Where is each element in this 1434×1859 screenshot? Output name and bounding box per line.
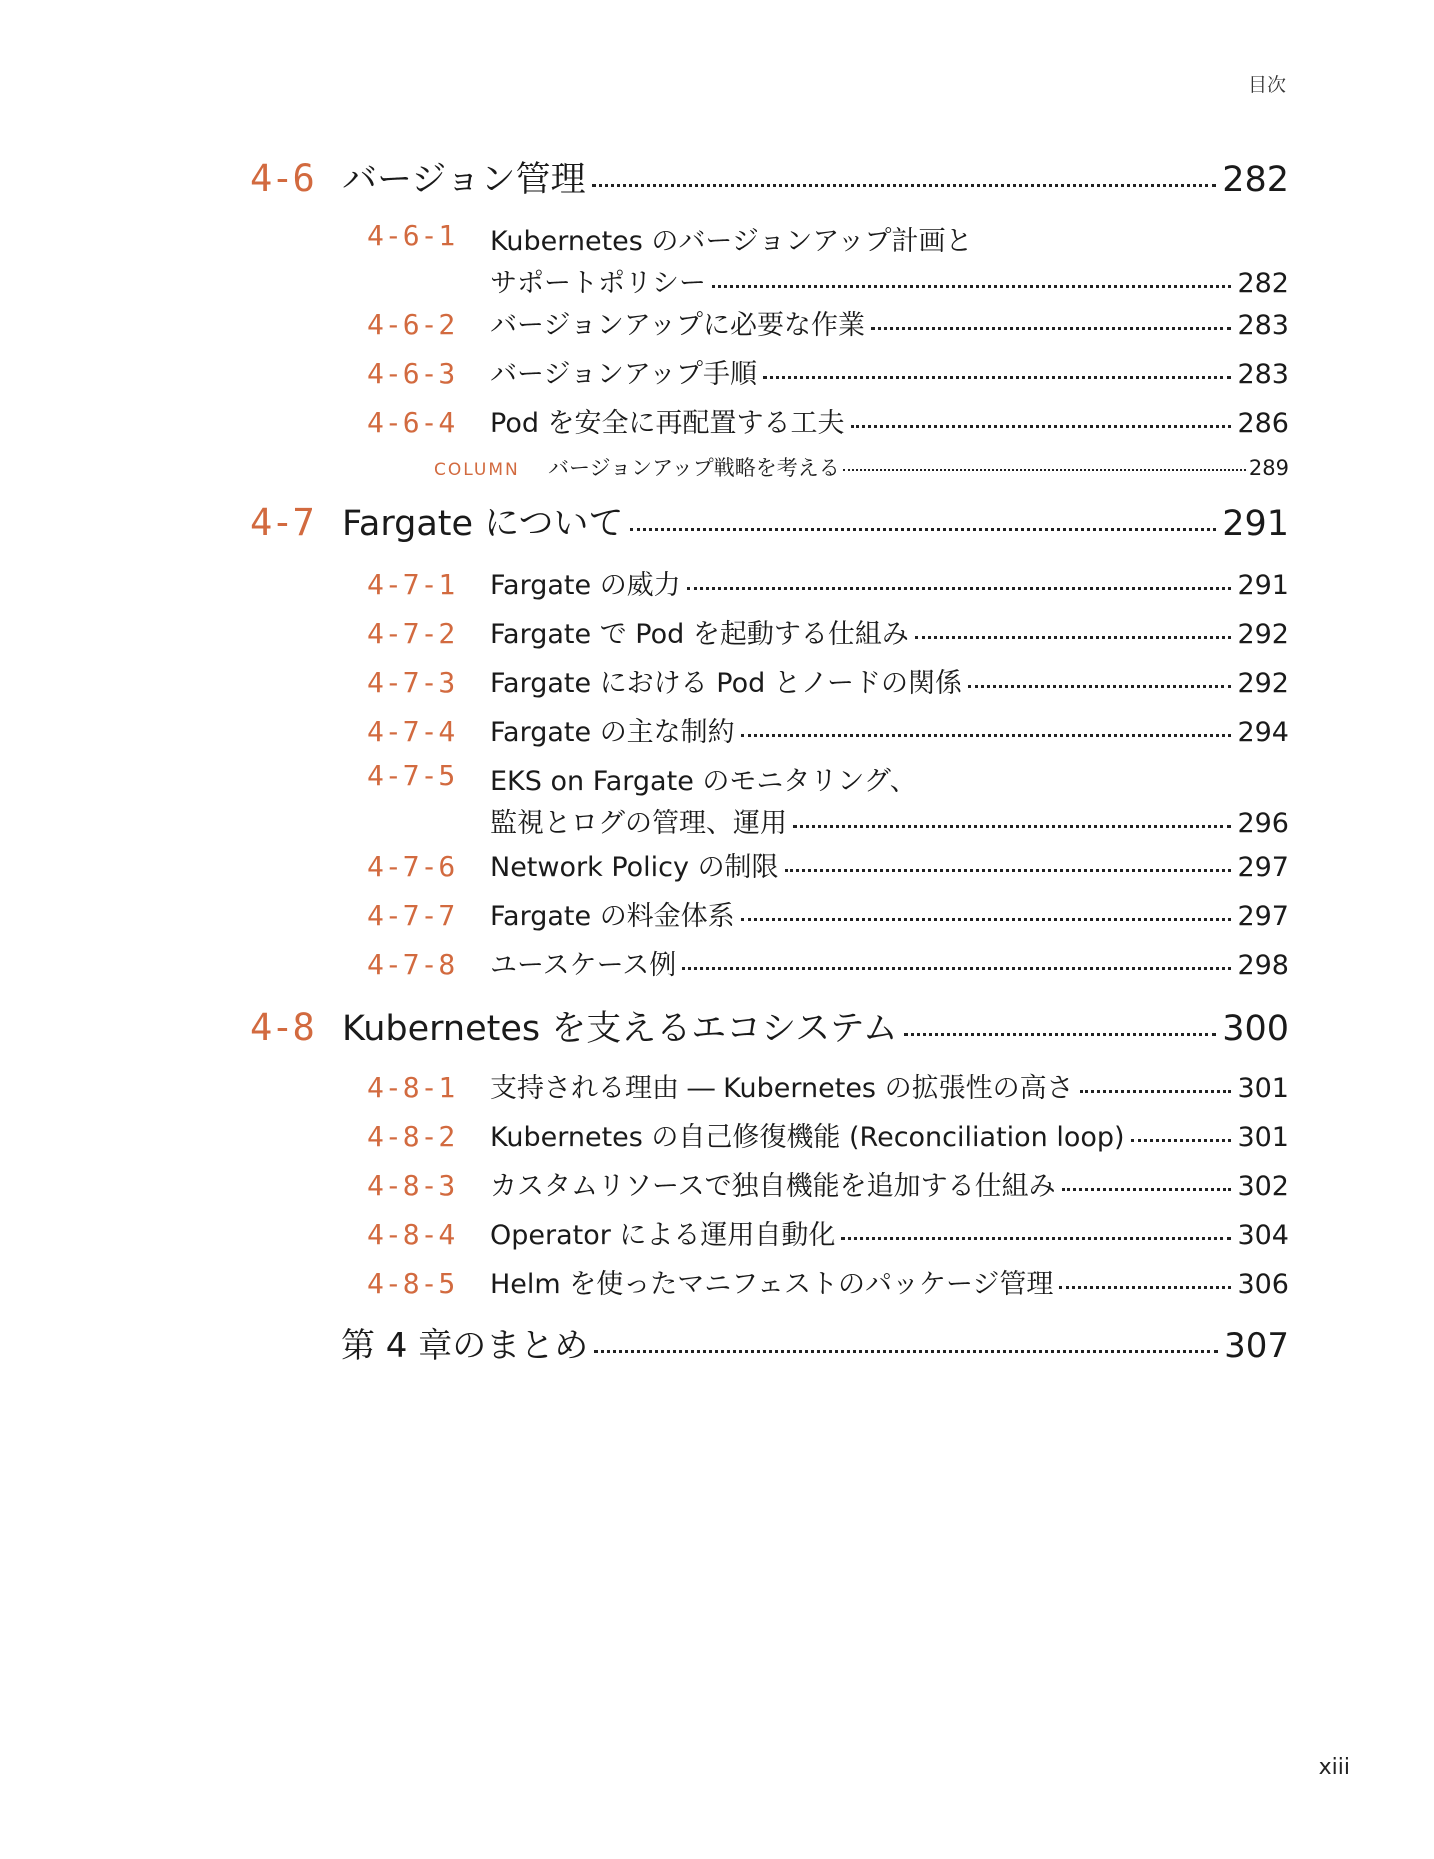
toc-subsection-4-7-1[interactable] <box>367 563 1289 602</box>
subsection-number: 4-7-3 <box>367 666 457 699</box>
section-title: Kubernetes を支えるエコシステム <box>342 1009 898 1049</box>
subsection-title: Helm を使ったマニフェストのパッケージ管理 <box>490 1269 1054 1300</box>
page-number: 291 <box>1237 570 1289 601</box>
page-number: 306 <box>1237 1269 1289 1300</box>
subsection-title: Fargate の料金体系 <box>490 901 735 932</box>
subsection-title: ユースケース例 <box>490 950 677 981</box>
subsection-title-line2: サポートポリシー <box>490 268 706 299</box>
page-number: 300 <box>1222 1009 1289 1049</box>
subsection-title-line2: 監視とログの管理、運用 <box>490 808 787 839</box>
dot-leader <box>841 1237 1231 1240</box>
page-number: 304 <box>1237 1220 1289 1251</box>
toc-subsection-4-7-2[interactable] <box>367 612 1289 651</box>
subsection-number: 4-7-4 <box>367 715 457 748</box>
page-number: 307 <box>1224 1326 1289 1366</box>
page-number: 302 <box>1237 1171 1289 1202</box>
toc-subsection-4-6-3[interactable] <box>367 352 1289 391</box>
page-number: 282 <box>1222 160 1289 200</box>
subsection-title: バージョンアップに必要な作業 <box>490 310 866 341</box>
subsection-title: 支持される理由 ― Kubernetes の拡張性の高さ <box>490 1073 1074 1104</box>
subsection-number: 4-7-7 <box>367 899 457 932</box>
page-number: 289 <box>1248 456 1289 480</box>
subsection-title: Fargate の威力 <box>490 570 681 601</box>
page-number: 292 <box>1237 619 1289 650</box>
dot-leader <box>904 1033 1216 1036</box>
toc-subsection-4-7-4[interactable] <box>367 710 1289 749</box>
subsection-title: カスタムリソースで独自機能を追加する仕組み <box>490 1171 1056 1202</box>
dot-leader <box>793 825 1231 828</box>
subsection-title: バージョンアップ手順 <box>490 359 758 390</box>
dot-leader <box>1131 1139 1232 1142</box>
subsection-title: Fargate の主な制約 <box>490 717 735 748</box>
toc-section-4-6[interactable] <box>250 152 1289 202</box>
section-title: バージョン管理 <box>342 160 586 200</box>
toc-subsection-4-8-2[interactable] <box>367 1115 1289 1154</box>
dot-leader <box>968 685 1231 688</box>
dot-leader <box>687 587 1232 590</box>
toc-subsection-4-7-6[interactable] <box>367 845 1289 884</box>
page-number: 283 <box>1237 310 1289 341</box>
subsection-number: 4-6-4 <box>367 406 457 439</box>
subsection-title: Fargate で Pod を起動する仕組み <box>490 619 909 650</box>
dot-leader <box>1059 1286 1231 1289</box>
toc-subsection-4-7-5[interactable] <box>367 759 1289 840</box>
toc-subsection-4-8-4[interactable] <box>367 1213 1289 1252</box>
subsection-number: 4-7-5 <box>367 759 457 792</box>
subsection-number: 4-8-4 <box>367 1218 457 1251</box>
column-label: COLUMN <box>434 460 520 480</box>
subsection-title: Operator による運用自動化 <box>490 1220 836 1251</box>
toc-subsection-4-8-5[interactable] <box>367 1262 1289 1301</box>
subsection-number: 4-6-1 <box>367 219 457 252</box>
toc-chapter-summary[interactable] <box>341 1318 1289 1367</box>
page-number: 298 <box>1237 950 1289 981</box>
toc-subsection-4-6-1[interactable] <box>367 219 1289 300</box>
folio-page-number: xiii <box>1318 1755 1350 1780</box>
toc-section-4-8[interactable] <box>250 1001 1289 1051</box>
subsection-number: 4-8-5 <box>367 1267 457 1300</box>
subsection-number: 4-6-2 <box>367 308 457 341</box>
toc-column-entry[interactable] <box>434 452 1289 482</box>
column-title: バージョンアップ戦略を考える <box>548 456 840 480</box>
subsection-number: 4-7-8 <box>367 948 457 981</box>
dot-leader <box>871 327 1231 330</box>
dot-leader <box>1080 1090 1232 1093</box>
dot-leader <box>741 918 1232 921</box>
toc-subsection-4-7-8[interactable] <box>367 943 1289 982</box>
subsection-title: Fargate における Pod とノードの関係 <box>490 668 963 699</box>
toc-subsection-4-8-1[interactable] <box>367 1066 1289 1105</box>
toc-subsection-4-7-3[interactable] <box>367 661 1289 700</box>
subsection-number: 4-7-6 <box>367 850 457 883</box>
section-title: Fargate について <box>342 504 624 544</box>
page-number: 301 <box>1237 1073 1289 1104</box>
toc-subsection-4-6-4[interactable] <box>367 401 1289 440</box>
page-number: 292 <box>1237 668 1289 699</box>
subsection-number: 4-7-2 <box>367 617 457 650</box>
subsection-title-line1: EKS on Fargate のモニタリング、 <box>490 766 917 797</box>
subsection-title: Kubernetes の自己修復機能 (Reconciliation loop) <box>490 1122 1125 1153</box>
dot-leader <box>594 1350 1218 1353</box>
subsection-number: 4-8-3 <box>367 1169 457 1202</box>
page-number: 286 <box>1237 408 1289 439</box>
toc-subsection-4-7-7[interactable] <box>367 894 1289 933</box>
dot-leader <box>763 376 1231 379</box>
subsection-title: Network Policy の制限 <box>490 852 779 883</box>
dot-leader <box>741 734 1232 737</box>
section-number: 4-7 <box>250 501 314 544</box>
subsection-number: 4-8-2 <box>367 1120 457 1153</box>
dot-leader <box>682 967 1231 970</box>
page-number: 283 <box>1237 359 1289 390</box>
subsection-number: 4-7-1 <box>367 568 457 601</box>
dot-leader <box>630 528 1217 531</box>
dot-leader <box>843 469 1246 471</box>
toc-subsection-4-8-3[interactable] <box>367 1164 1289 1203</box>
dot-leader <box>712 285 1231 288</box>
page-number: 294 <box>1237 717 1289 748</box>
page-number: 301 <box>1237 1122 1289 1153</box>
section-number: 4-6 <box>250 157 314 200</box>
dot-leader <box>915 636 1232 639</box>
page-number: 296 <box>1237 808 1289 839</box>
subsection-number: 4-6-3 <box>367 357 457 390</box>
dot-leader <box>785 869 1232 872</box>
toc-subsection-4-6-2[interactable] <box>367 303 1289 342</box>
summary-title: 第 4 章のまとめ <box>341 1326 589 1366</box>
dot-leader <box>1062 1188 1232 1191</box>
toc-section-4-7[interactable] <box>250 496 1289 546</box>
page-number: 297 <box>1237 901 1289 932</box>
page-number: 297 <box>1237 852 1289 883</box>
subsection-number: 4-8-1 <box>367 1071 457 1104</box>
section-number: 4-8 <box>250 1006 314 1049</box>
dot-leader <box>592 184 1217 187</box>
subsection-title: Pod を安全に再配置する工夫 <box>490 408 845 439</box>
page-number: 282 <box>1237 268 1289 299</box>
subsection-title-line1: Kubernetes のバージョンアップ計画と <box>490 226 973 257</box>
running-header: 目次 <box>1247 74 1286 96</box>
page-number: 291 <box>1222 504 1289 544</box>
dot-leader <box>851 425 1232 428</box>
